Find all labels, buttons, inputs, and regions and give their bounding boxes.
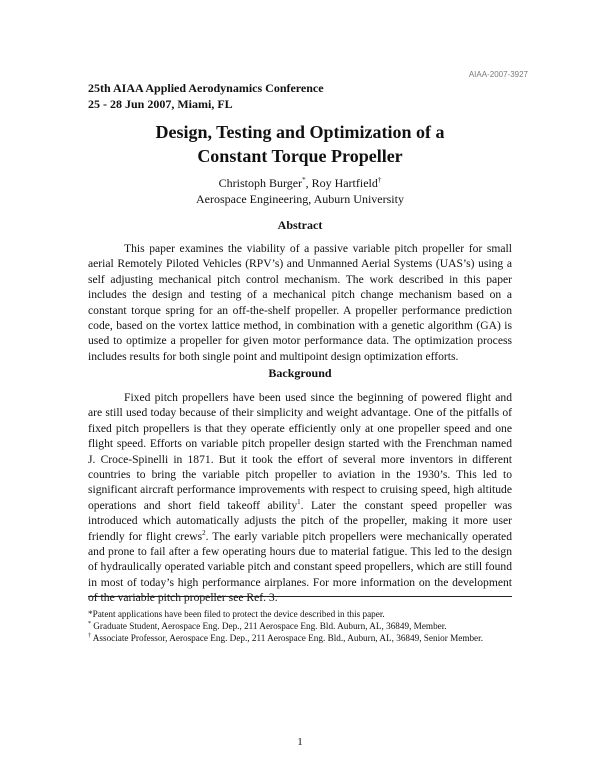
conference-date-location: 25 - 28 Jun 2007, Miami, FL (88, 97, 233, 111)
footnote-mark: † (377, 176, 382, 184)
author-name: Roy Hartfield (311, 176, 378, 190)
footnote-patent: *Patent applications have been filed to protect the device described in this paper. (88, 609, 385, 619)
author-block (0, 172, 600, 207)
footnote-text: Graduate Student, Aerospace Eng. Dep., 211 Aerospace Eng. Bld. Auburn, AL, 36849, Member. (91, 621, 447, 631)
footnote-mark: * (302, 176, 306, 184)
title-line-2: Constant Torque Propeller (197, 146, 403, 166)
paper-title (0, 120, 600, 168)
footnote-divider (88, 596, 512, 597)
title-line-1: Design, Testing and Optimization of a (155, 122, 445, 142)
author-separator: , (305, 176, 312, 190)
background-heading: Background (268, 366, 332, 380)
footnote-mark: † (88, 632, 91, 639)
footnotes (88, 608, 512, 644)
affiliation: Aerospace Engineering, Auburn University (196, 192, 404, 206)
footnote-text: Associate Professor, Aerospace Eng. Dep., 211 Aerospace Eng. Bld., Auburn, AL, 36849, Senior Member. (91, 633, 483, 643)
reference-mark: 1 (297, 497, 301, 506)
footnote-mark: * (88, 620, 91, 627)
reference-mark: 2 (202, 528, 206, 537)
abstract-text: This paper examines the viability of a passive variable pitch propeller for small aerial Remotely Piloted Vehicles (RPV’s) and Unmanned Aerial Systems (UAS’s) using a self adjusting mechanical pitch control mechanism. The work described in this paper includes the design and testing of a mechanical pitch change mechanism based on a constant torque spring for an off-the-shelf propeller. A propeller performance prediction code, based on the vortex lattice method, in combination with a genetic algorithm (GA) is used to optimize a propeller for given motor performance data. The optimization process includes results for both single point and multipoint design optimization efforts. (88, 242, 512, 363)
footnote-student (88, 620, 512, 632)
paper-id: AIAA-2007-3927 (468, 70, 528, 79)
background-text-part: Fixed pitch propellers have been used since the beginning of powered flight and are still used today because of their simplicity and weight advantage. One of the pitfalls of fixed pitch propellers is that they operate efficiently only at one propeller speed and one flight speed. Efforts on variable pitch propeller design started with the Frenchman named J. Croce-Spinelli in 1871. But it took the effort of several more inventors in different countries to bring the variable pitch propeller to aviation in the 1930’s. This led to significant aircraft performance improvements with respect to cruising speed, high altitude operations and short field takeoff ability (88, 391, 512, 512)
footnote-professor (88, 632, 512, 644)
background-text-part: . Later the constant speed propeller was introduced which automatically adjusts the pitch of the propeller, making it more user friendly for flight crews (88, 498, 513, 543)
author-name: Christoph Burger (218, 176, 303, 190)
background-text (88, 390, 512, 606)
conference-header (88, 80, 324, 112)
page-number: 1 (297, 736, 303, 748)
abstract-heading: Abstract (277, 218, 323, 232)
author-line (0, 172, 600, 191)
conference-name: 25th AIAA Applied Aerodynamics Conference (88, 81, 324, 95)
background-text-part: . The early variable pitch propellers were mechanically operated and prone to fail after a few operating hours due to material fatigue. This led to the design of hydraulically operated variable pitch and constant speed propellers, which are still found in most of today’s high performance airplanes. For more information on the development of the variable pitch propeller see Ref. 3. (88, 529, 512, 605)
